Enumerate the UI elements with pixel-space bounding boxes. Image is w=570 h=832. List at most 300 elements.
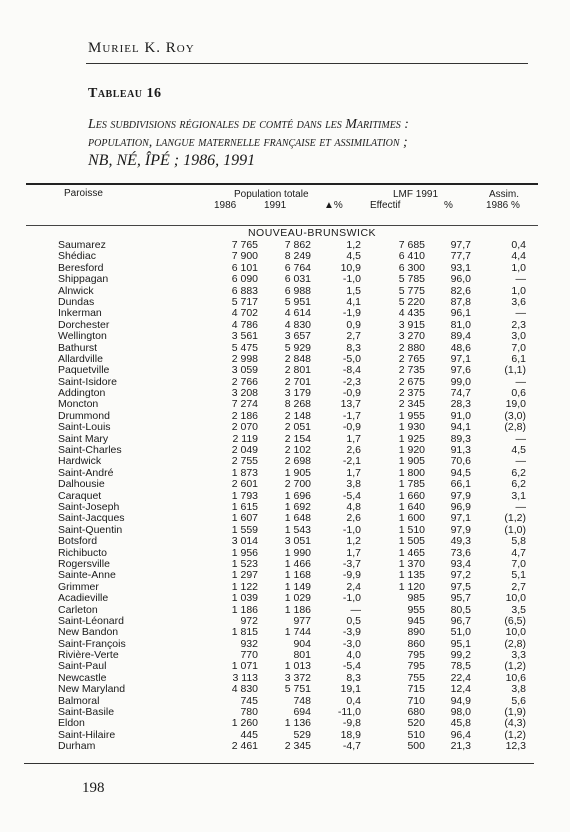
- row-delta: -5,0: [342, 352, 361, 365]
- row-pop-1991: 5 951: [284, 295, 311, 308]
- row-delta: 2,6: [346, 444, 361, 457]
- row-assim: 1,0: [511, 261, 526, 274]
- row-lmf-pct: 89,4: [450, 330, 471, 343]
- row-pop-1991: 1 168: [284, 569, 311, 582]
- row-lmf-effectif: 5 220: [398, 295, 425, 308]
- row-lmf-pct: 51,0: [450, 626, 471, 639]
- row-pop-1991: 5 751: [284, 683, 311, 696]
- row-lmf-effectif: 2 345: [398, 398, 425, 411]
- row-assim: 5,1: [511, 569, 526, 582]
- row-pop-1991: 7 862: [284, 239, 311, 251]
- row-pop-1991: 2 701: [284, 375, 311, 388]
- row-lmf-effectif: 6 410: [398, 250, 425, 263]
- row-lmf-effectif: 4 435: [398, 307, 425, 320]
- row-pop-1991: 2 051: [284, 421, 311, 434]
- row-pop-1986: 2 755: [231, 455, 258, 468]
- row-delta: 4,5: [346, 250, 361, 263]
- row-name: Saint-Léonard: [58, 614, 124, 627]
- row-lmf-pct: 78,5: [450, 660, 471, 673]
- row-assim: 6,2: [511, 466, 526, 479]
- row-delta: -0,9: [342, 421, 361, 434]
- row-assim: 5,6: [511, 694, 526, 707]
- row-delta: -11,0: [337, 706, 361, 719]
- row-lmf-effectif: 1 370: [398, 557, 425, 570]
- row-pop-1986: 3 014: [231, 535, 258, 548]
- row-delta: 0,5: [346, 614, 361, 627]
- row-name: Dundas: [58, 295, 95, 308]
- row-lmf-effectif: 1 120: [398, 580, 425, 593]
- running-head: Muriel K. Roy: [88, 40, 195, 56]
- row-lmf-pct: 97,9: [450, 523, 471, 536]
- table-row: [26, 479, 538, 490]
- row-assim: —: [515, 432, 526, 445]
- row-lmf-pct: 48,6: [450, 341, 471, 354]
- row-delta: -1,0: [342, 592, 361, 605]
- row-name: Balmoral: [58, 694, 100, 707]
- row-assim: 3,0: [511, 330, 526, 343]
- row-delta: 4,1: [346, 295, 361, 308]
- row-pop-1991: 977: [293, 614, 311, 627]
- row-lmf-pct: 66,1: [450, 478, 471, 491]
- table-header: [26, 185, 538, 225]
- row-lmf-effectif: 1 640: [398, 500, 425, 513]
- row-pop-1986: 1 607: [231, 512, 258, 525]
- header-assim-1986: 1986 %: [486, 200, 520, 211]
- row-pop-1986: 2 049: [231, 444, 258, 457]
- row-name: Alnwick: [58, 284, 94, 297]
- row-pop-1986: 5 475: [231, 341, 258, 354]
- row-pop-1986: 932: [240, 637, 258, 650]
- row-lmf-pct: 45,8: [450, 717, 471, 730]
- row-pop-1986: 3 059: [231, 364, 258, 377]
- row-pop-1986: 1 615: [231, 500, 258, 513]
- row-assim: 7,0: [511, 557, 526, 570]
- row-lmf-effectif: 510: [407, 728, 425, 741]
- row-pop-1991: 2 154: [284, 432, 311, 445]
- row-delta: 19,1: [340, 683, 361, 696]
- row-lmf-effectif: 5 785: [398, 273, 425, 286]
- row-lmf-pct: 98,0: [450, 706, 471, 719]
- row-pop-1986: 1 071: [231, 660, 258, 673]
- row-lmf-effectif: 795: [407, 649, 425, 662]
- header-population-totale: Population totale: [234, 189, 309, 200]
- table-row: [26, 422, 538, 433]
- row-pop-1986: 3 113: [232, 671, 258, 684]
- header-lmf-1991: LMF 1991: [393, 189, 439, 200]
- row-delta: -5,4: [342, 660, 361, 673]
- row-name: Newcastle: [58, 671, 107, 684]
- row-name: Saumarez: [58, 239, 106, 251]
- row-lmf-effectif: 715: [407, 683, 425, 696]
- row-pop-1991: 3 657: [284, 330, 311, 343]
- row-delta: 2,4: [346, 580, 361, 593]
- row-assim: —: [515, 375, 526, 388]
- row-lmf-effectif: 2 675: [398, 375, 425, 388]
- row-lmf-effectif: 1 505: [398, 535, 425, 548]
- row-pop-1986: 2 601: [231, 478, 258, 491]
- row-lmf-effectif: 755: [407, 671, 425, 684]
- row-assim: —: [515, 307, 526, 320]
- row-pop-1986: 1 559: [231, 523, 258, 536]
- row-name: Rogersville: [58, 557, 110, 570]
- row-name: Caraquet: [58, 489, 102, 502]
- row-delta: 2,6: [346, 512, 361, 525]
- row-name: Saint-Jacques: [58, 512, 125, 525]
- row-lmf-effectif: 1 955: [398, 409, 425, 422]
- row-pop-1991: 1 744: [284, 626, 311, 639]
- row-lmf-effectif: 3 270: [398, 330, 425, 343]
- row-pop-1991: 904: [293, 637, 311, 650]
- row-name: Allardville: [58, 352, 103, 365]
- row-pop-1991: 8 249: [284, 250, 311, 263]
- row-assim: 3,8: [511, 683, 526, 696]
- row-delta: 1,7: [346, 432, 361, 445]
- row-assim: (1,2): [504, 660, 526, 673]
- row-pop-1986: 745: [240, 694, 258, 707]
- row-pop-1986: 4 786: [231, 318, 258, 331]
- row-delta: 4,0: [346, 649, 361, 662]
- row-pop-1991: 1 186: [284, 603, 311, 616]
- table-row: [26, 365, 538, 376]
- row-lmf-pct: 93,4: [450, 557, 471, 570]
- row-pop-1986: 7 274: [231, 398, 258, 411]
- row-pop-1991: 1 692: [284, 500, 311, 513]
- row-assim: —: [515, 500, 526, 513]
- row-lmf-pct: 73,6: [450, 546, 471, 559]
- header-rule: [86, 63, 528, 64]
- row-pop-1986: 1 815: [231, 626, 258, 639]
- row-lmf-pct: 91,0: [450, 409, 471, 422]
- row-name: Grimmer: [58, 580, 99, 593]
- table-label: Tableau 16: [88, 86, 162, 101]
- row-lmf-effectif: 2 735: [398, 364, 425, 377]
- row-lmf-effectif: 1 135: [398, 569, 425, 582]
- row-pop-1986: 780: [240, 706, 258, 719]
- table-row: [26, 741, 538, 752]
- row-lmf-effectif: 1 660: [398, 489, 425, 502]
- row-lmf-effectif: 1 510: [398, 523, 425, 536]
- row-lmf-pct: 94,1: [450, 421, 471, 434]
- row-lmf-effectif: 5 775: [398, 284, 425, 297]
- row-delta: 1,2: [346, 239, 361, 251]
- row-name: Beresford: [58, 261, 104, 274]
- row-assim: (1,2): [504, 512, 526, 525]
- row-delta: -0,9: [342, 387, 361, 400]
- row-name: Saint-Basile: [58, 706, 115, 719]
- row-pop-1991: 748: [293, 694, 311, 707]
- row-lmf-pct: 87,8: [450, 295, 471, 308]
- row-assim: (4,3): [504, 717, 526, 730]
- row-lmf-pct: 96,4: [450, 728, 471, 741]
- row-pop-1991: 3 179: [284, 387, 311, 400]
- row-pop-1986: 1 956: [231, 546, 258, 559]
- row-pop-1991: 801: [293, 649, 311, 662]
- row-pop-1986: 3 561: [231, 330, 258, 343]
- row-delta: 10,9: [340, 261, 361, 274]
- row-pop-1986: 2 186: [231, 409, 258, 422]
- row-lmf-effectif: 1 785: [398, 478, 425, 491]
- row-name: Saint-Quentin: [58, 523, 123, 536]
- row-lmf-pct: 97,5: [450, 580, 471, 593]
- header-assim: Assim.: [489, 189, 519, 200]
- page-number: 198: [82, 780, 105, 796]
- row-lmf-effectif: 1 905: [398, 455, 425, 468]
- row-lmf-effectif: 945: [407, 614, 425, 627]
- row-lmf-effectif: 3 915: [398, 318, 425, 331]
- row-pop-1986: 2 070: [231, 421, 258, 434]
- row-lmf-pct: 22,4: [450, 671, 471, 684]
- row-delta: -2,3: [342, 375, 361, 388]
- caption-line-2: population, langue maternelle française et assimilation ;: [88, 135, 408, 150]
- row-pop-1991: 1 013: [284, 660, 311, 673]
- row-delta: 1,7: [346, 546, 361, 559]
- row-name: Rivière-Verte: [58, 649, 119, 662]
- row-pop-1991: 2 700: [284, 478, 311, 491]
- row-assim: 19,0: [505, 398, 526, 411]
- row-delta: -3,9: [342, 626, 361, 639]
- row-pop-1991: 4 830: [284, 318, 311, 331]
- row-lmf-effectif: 520: [407, 717, 425, 730]
- row-name: Richibucto: [58, 546, 108, 559]
- row-assim: 0,4: [511, 239, 526, 251]
- row-assim: 2,7: [511, 580, 526, 593]
- row-name: Saint-Charles: [58, 444, 122, 457]
- row-assim: 10,6: [505, 671, 526, 684]
- row-assim: —: [515, 273, 526, 286]
- row-pop-1986: 4 830: [231, 683, 258, 696]
- row-lmf-effectif: 2 375: [398, 387, 425, 400]
- row-lmf-effectif: 2 880: [398, 341, 425, 354]
- row-delta: 0,9: [346, 318, 361, 331]
- row-pop-1991: 1 149: [284, 580, 311, 593]
- row-pop-1991: 3 051: [284, 535, 311, 548]
- table-row: [26, 536, 538, 547]
- row-delta: 8,3: [346, 671, 361, 684]
- row-assim: 0,6: [511, 387, 526, 400]
- row-assim: (1,2): [504, 728, 526, 741]
- caption-line-1: Les subdivisions régionales de comté dans les Maritimes :: [88, 117, 409, 132]
- row-name: Eldon: [58, 717, 85, 730]
- row-pop-1991: 6 764: [284, 261, 311, 274]
- row-lmf-pct: 28,3: [450, 398, 471, 411]
- row-delta: -3,7: [342, 557, 361, 570]
- table-row: [26, 627, 538, 638]
- row-pop-1991: 2 848: [284, 352, 311, 365]
- row-pop-1991: 2 801: [284, 364, 311, 377]
- row-name: Bathurst: [58, 341, 98, 354]
- row-name: Addington: [58, 387, 106, 400]
- row-name: Saint-Isidore: [58, 375, 117, 388]
- row-lmf-pct: 97,1: [450, 512, 471, 525]
- row-assim: —: [515, 455, 526, 468]
- row-pop-1991: 1 029: [284, 592, 311, 605]
- row-pop-1991: 1 696: [284, 489, 311, 502]
- row-lmf-pct: 99,2: [450, 649, 471, 662]
- row-pop-1991: 1 466: [284, 557, 311, 570]
- row-assim: 2,3: [511, 318, 526, 331]
- row-delta: -8,4: [342, 364, 361, 377]
- row-lmf-effectif: 680: [407, 706, 425, 719]
- row-lmf-pct: 82,6: [450, 284, 471, 297]
- row-lmf-pct: 94,9: [450, 694, 471, 707]
- row-pop-1991: 1 990: [284, 546, 311, 559]
- row-lmf-pct: 12,4: [450, 683, 471, 696]
- row-lmf-pct: 94,5: [450, 466, 471, 479]
- footer-rule: [24, 763, 534, 764]
- row-lmf-effectif: 795: [407, 660, 425, 673]
- table-row: [26, 331, 538, 342]
- row-lmf-effectif: 500: [407, 740, 425, 753]
- row-name: Saint-Louis: [58, 421, 111, 434]
- row-assim: (1,1): [504, 364, 526, 377]
- row-assim: 7,0: [511, 341, 526, 354]
- row-lmf-effectif: 1 920: [398, 444, 425, 457]
- header-effectif: Effectif: [370, 200, 401, 211]
- row-pop-1986: 770: [240, 649, 258, 662]
- row-pop-1991: 1 648: [284, 512, 311, 525]
- row-lmf-pct: 91,3: [450, 444, 471, 457]
- row-assim: 6,1: [511, 352, 526, 365]
- caption-line-3: NB, NÉ, ÎPÉ ; 1986, 1991: [88, 152, 256, 169]
- row-name: Saint-François: [58, 637, 126, 650]
- row-name: Saint Mary: [58, 432, 109, 445]
- row-pop-1986: 1 039: [231, 592, 258, 605]
- row-assim: 10,0: [505, 592, 526, 605]
- row-assim: 4,4: [511, 250, 526, 263]
- row-pop-1986: 1 186: [231, 603, 258, 616]
- row-lmf-pct: 49,3: [450, 535, 471, 548]
- header-1986: 1986: [214, 200, 237, 211]
- table-row: [26, 274, 538, 285]
- row-pop-1986: 1 873: [231, 466, 258, 479]
- row-lmf-pct: 96,0: [450, 273, 471, 286]
- row-pop-1991: 2 698: [284, 455, 311, 468]
- row-assim: 1,0: [511, 284, 526, 297]
- row-pop-1991: 1 905: [284, 466, 311, 479]
- row-pop-1986: 2 119: [232, 432, 258, 445]
- row-pop-1991: 5 929: [284, 341, 311, 354]
- row-lmf-pct: 96,9: [450, 500, 471, 513]
- row-name: Sainte-Anne: [58, 569, 116, 582]
- row-assim: (6,5): [504, 614, 526, 627]
- row-delta: 1,2: [346, 535, 361, 548]
- row-lmf-pct: 96,1: [450, 307, 471, 320]
- row-lmf-effectif: 955: [407, 603, 425, 616]
- row-delta: -2,1: [342, 455, 361, 468]
- row-pop-1991: 6 988: [284, 284, 311, 297]
- row-pop-1991: 2 345: [284, 740, 311, 753]
- row-lmf-effectif: 6 300: [398, 261, 425, 274]
- row-pop-1991: 6 031: [284, 273, 311, 286]
- row-lmf-effectif: 890: [407, 626, 425, 639]
- row-pop-1986: 3 208: [231, 387, 258, 400]
- row-delta: 2,7: [346, 330, 361, 343]
- row-name: Saint-Paul: [58, 660, 107, 673]
- header-1991: 1991: [264, 200, 287, 211]
- header-paroisse: Paroisse: [64, 188, 103, 199]
- row-pop-1986: 972: [240, 614, 258, 627]
- row-assim: 3,3: [511, 649, 526, 662]
- row-pop-1986: 1 122: [231, 580, 258, 593]
- row-lmf-pct: 89,3: [450, 432, 471, 445]
- row-lmf-pct: 97,7: [450, 239, 471, 251]
- row-lmf-effectif: 710: [407, 694, 425, 707]
- row-pop-1986: 1 260: [231, 717, 258, 730]
- row-lmf-pct: 97,1: [450, 352, 471, 365]
- row-name: Carleton: [58, 603, 98, 616]
- row-lmf-effectif: 1 600: [398, 512, 425, 525]
- row-lmf-pct: 95,7: [450, 592, 471, 605]
- row-name: Moncton: [58, 398, 99, 411]
- row-pop-1986: 6 090: [231, 273, 258, 286]
- row-name: Saint-Joseph: [58, 500, 120, 513]
- row-delta: 4,8: [346, 500, 361, 513]
- row-lmf-effectif: 1 465: [398, 546, 425, 559]
- row-delta: 3,8: [346, 478, 361, 491]
- row-name: Acadieville: [58, 592, 109, 605]
- row-assim: 6,2: [511, 478, 526, 491]
- row-name: New Maryland: [58, 683, 126, 696]
- row-lmf-effectif: 1 800: [398, 466, 425, 479]
- row-pop-1991: 4 614: [284, 307, 311, 320]
- row-assim: 4,5: [511, 444, 526, 457]
- row-pop-1991: 8 268: [284, 398, 311, 411]
- row-pop-1991: 1 543: [284, 523, 311, 536]
- row-name: Wellington: [58, 330, 107, 343]
- row-name: New Bandon: [58, 626, 119, 639]
- table-caption: [88, 116, 528, 170]
- row-pop-1986: 7 900: [231, 250, 258, 263]
- row-name: Paquetville: [58, 364, 110, 377]
- row-delta: -1,7: [342, 409, 361, 422]
- row-lmf-effectif: 860: [407, 637, 425, 650]
- row-lmf-pct: 77,7: [450, 250, 471, 263]
- row-pop-1986: 445: [240, 728, 258, 741]
- row-lmf-effectif: 1 925: [398, 432, 425, 445]
- header-delta-pct: ▲%: [324, 200, 343, 211]
- row-pop-1991: 694: [293, 706, 311, 719]
- row-delta: -5,4: [342, 489, 361, 502]
- row-name: Hardwick: [58, 455, 102, 468]
- table-row: [26, 570, 538, 581]
- row-assim: (1,0): [504, 523, 526, 536]
- row-delta: -4,7: [342, 740, 361, 753]
- row-delta: -1,0: [342, 273, 361, 286]
- row-name: Durham: [58, 740, 96, 753]
- row-lmf-effectif: 7 685: [398, 239, 425, 251]
- row-pop-1986: 6 101: [231, 261, 258, 274]
- row-name: Dorchester: [58, 318, 110, 331]
- row-pop-1986: 2 766: [231, 375, 258, 388]
- row-name: Saint-Hilaire: [58, 728, 116, 741]
- header-lmf-pct: %: [444, 200, 453, 211]
- row-name: Botsford: [58, 535, 98, 548]
- row-delta: 8,3: [346, 341, 361, 354]
- row-pop-1986: 2 461: [231, 740, 258, 753]
- row-lmf-pct: 96,7: [450, 614, 471, 627]
- row-lmf-pct: 70,6: [450, 455, 471, 468]
- row-lmf-pct: 80,5: [450, 603, 471, 616]
- row-pop-1986: 1 793: [231, 489, 258, 502]
- row-lmf-pct: 93,1: [450, 261, 471, 274]
- row-pop-1991: 1 136: [284, 717, 311, 730]
- row-delta: -9,8: [342, 717, 361, 730]
- row-lmf-pct: 95,1: [450, 637, 471, 650]
- row-delta: -1,0: [342, 523, 361, 536]
- row-delta: 1,5: [346, 284, 361, 297]
- row-delta: 13,7: [340, 398, 361, 411]
- table-body: [26, 240, 538, 753]
